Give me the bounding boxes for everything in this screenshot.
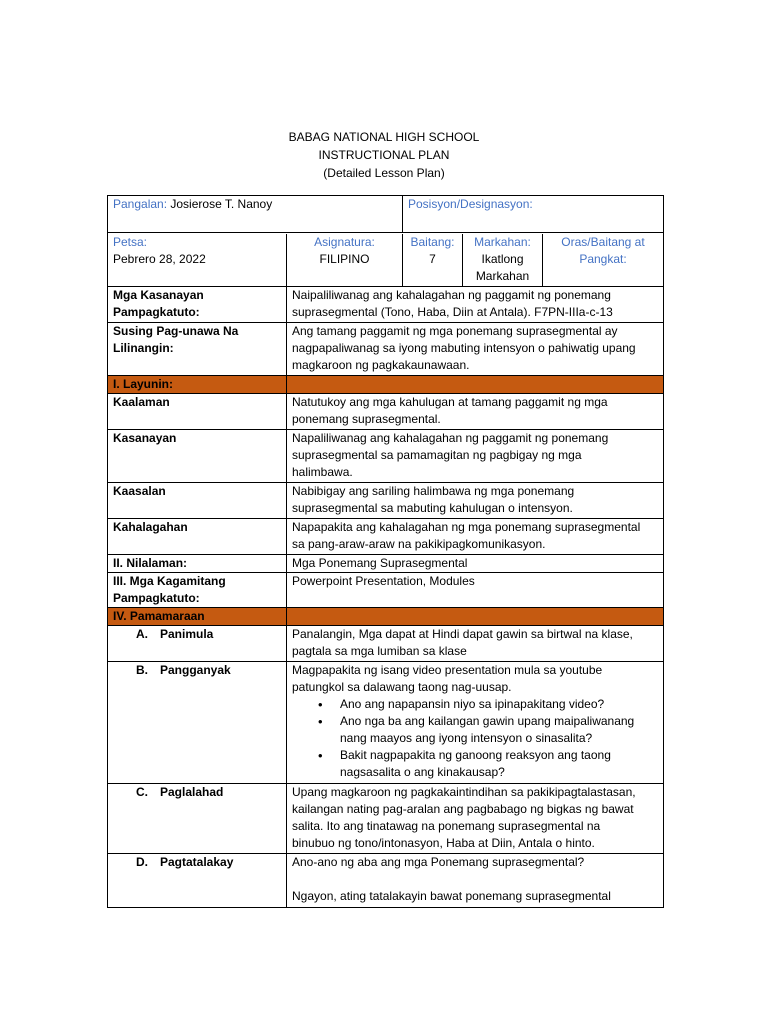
pangganyak-letter: B.: [136, 663, 148, 677]
susing-value-2: nagpapaliwanag sa iyong mabuting intensyon o pahiwatig upang: [292, 341, 636, 355]
baitang-cell: [402, 234, 462, 286]
kasanayan-label-1: Mga Kasanayan: [113, 288, 204, 302]
row-layunin-header: [108, 375, 663, 393]
kasanayan-label-2: Pampagkatuto:: [113, 305, 200, 319]
pangganyak-questions: [292, 696, 658, 781]
kasanayan2-value-1: Napaliliwanag ang kahalagahan ng paggamit ng ponemang: [292, 431, 609, 445]
baitang-value: 7: [429, 252, 436, 266]
pamamaraan-label: IV. Pamamaraan: [113, 609, 205, 623]
paglalahad-label: Paglalahad: [160, 785, 224, 799]
kaalaman-label: Kaalaman: [113, 395, 170, 409]
row-kahalagahan: [108, 518, 663, 554]
kahalagahan-value-1: Napapakita ang kahalagahan ng mga ponemang suprasegmental: [292, 520, 641, 534]
lesson-plan-table: [107, 195, 664, 908]
markahan-cell: [462, 234, 542, 286]
petsa-label: Petsa:: [113, 235, 148, 249]
pangganyak-value-1: Magpapakita ng isang video presentation mula sa youtube: [292, 663, 603, 677]
pangalan-value: Josierose T. Nanoy: [167, 197, 273, 211]
kahalagahan-label: Kahalagahan: [113, 520, 188, 534]
kaalaman-value-cell: [286, 394, 663, 429]
pagtatalakay-letter: D.: [136, 855, 148, 869]
petsa-value: Pebrero 28, 2022: [113, 252, 206, 266]
markahan-label: Markahan:: [474, 235, 531, 249]
pamamaraan-empty: [286, 608, 663, 625]
kahalagahan-value-cell: [286, 519, 663, 554]
oras-cell: [542, 234, 663, 286]
posisyon-cell: [402, 196, 663, 232]
kagamitan-label-cell: [108, 573, 286, 607]
kasanayan2-value-3: halimbawa.: [292, 465, 353, 479]
asignatura-cell: [286, 234, 402, 286]
row-pangganyak: [108, 661, 663, 783]
petsa-cell: [108, 234, 286, 286]
susing-value-1: Ang tamang paggamit ng mga ponemang suprasegmental ay: [292, 324, 618, 338]
kasanayan-value-1: Naipaliliwanag ang kahalagahan ng paggamit ng ponemang: [292, 288, 611, 302]
question-item: • Ano nga ba ang kailangan gawin upang maipaliwanang nang maayos ang iyong intensyon o sinasalita?: [340, 713, 658, 747]
paglalahad-label-cell: [108, 784, 286, 853]
row-kasanayan: [108, 429, 663, 482]
row-kasanayan-pampagkatuto: [108, 286, 663, 322]
row-kagamitan: [108, 572, 663, 607]
asignatura-label: Asignatura:: [314, 235, 375, 249]
pangalan-label: Pangalan:: [113, 197, 168, 211]
susing-label-1: Susing Pag-unawa Na: [113, 324, 239, 338]
paglalahad-value-1: Upang magkaroon ng pagkakaintindihan sa pakikipagtalastasan,: [292, 785, 636, 799]
paglalahad-value-3: salita. Ito ang tinatawag na ponemang suprasegmental na: [292, 819, 601, 833]
panimula-value-cell: [286, 626, 663, 661]
row-kaalaman: [108, 393, 663, 429]
paglalahad-value-cell: [286, 784, 663, 853]
pangganyak-value-cell: [286, 662, 663, 783]
row-susing-pag-unawa: [108, 322, 663, 375]
kasanayan-value-2: suprasegmental (Tono, Haba, Diin at Antala). F7PN-IIIa-c-13: [292, 305, 613, 319]
kagamitan-label-2: Pampagkatuto:: [113, 591, 200, 605]
pangganyak-value-2: patungkol sa dalawang taong nag-uusap.: [292, 680, 512, 694]
row-kaasalan: [108, 482, 663, 518]
pagtatalakay-label-cell: [108, 854, 286, 907]
kaalaman-value-1: Natutukoy ang mga kahulugan at tamang paggamit ng mga: [292, 395, 608, 409]
panimula-label: Panimula: [160, 627, 214, 641]
spacer: [292, 871, 658, 888]
kasanayan-label-cell: [108, 287, 286, 322]
row-pangalan: [108, 196, 663, 232]
kaasalan-label: Kaasalan: [113, 484, 166, 498]
paglalahad-letter: C.: [136, 785, 148, 799]
oras-label-2: Pangkat:: [579, 252, 627, 266]
panimula-value-1: Panalangin, Mga dapat at Hindi dapat gawin sa birtwal na klase,: [292, 627, 633, 641]
row-pamamaraan-header: [108, 607, 663, 625]
kahalagahan-value-2: sa pang-araw-araw na pakikipagkomunikasyon.: [292, 537, 546, 551]
paglalahad-value-2: kailangan nating pag-aralan ang pagbabago ng bigkas ng bawat: [292, 802, 634, 816]
school-name: BABAG NATIONAL HIGH SCHOOL: [288, 130, 480, 144]
kasanayan2-value-2: suprasegmental sa pamamagitan ng pagbigay ng mga: [292, 448, 582, 462]
plan-subtitle: (Detailed Lesson Plan): [323, 166, 445, 180]
asignatura-value: FILIPINO: [319, 252, 370, 266]
susing-value-3: magkaroon ng pagkakaunawaan.: [292, 358, 470, 372]
kasanayan2-label: Kasanayan: [113, 431, 177, 445]
posisyon-label: Posisyon/Designasyon:: [408, 197, 533, 211]
row-panimula: [108, 625, 663, 661]
document-header: [0, 128, 768, 182]
baitang-label: Baitang:: [410, 235, 455, 249]
pagtatalakay-label: Pagtatalakay: [160, 855, 234, 869]
nilalaman-label: II. Nilalaman:: [113, 556, 188, 570]
row-paglalahad: [108, 783, 663, 853]
kagamitan-label-1: III. Mga Kagamitang: [113, 574, 226, 588]
pangganyak-label: Pangganyak: [160, 663, 231, 677]
kaasalan-value-2: suprasegmental sa mabuting kahulugan o intensyon.: [292, 501, 573, 515]
pagtatalakay-value-cell: [286, 854, 663, 907]
panimula-label-cell: [108, 626, 286, 661]
susing-label-2: Lilinangin:: [113, 341, 174, 355]
row-nilalaman: [108, 554, 663, 572]
pangganyak-label-cell: [108, 662, 286, 783]
kasanayan-value-cell: [286, 287, 663, 322]
layunin-label: I. Layunin:: [113, 377, 173, 391]
row-petsa: [108, 232, 663, 286]
susing-value-cell: [286, 323, 663, 375]
paglalahad-value-4: binubuo ng tono/intonasyon, Haba at Diin, Antala o hinto.: [292, 836, 595, 850]
pagtatalakay-value-2: Ngayon, ating tatalakayin bawat ponemang suprasegmental: [292, 889, 611, 903]
question-item: • Bakit nagpapakita ng ganoong reaksyon ang taong nagsasalita o ang kinakausap?: [340, 747, 658, 781]
question-item: • Ano ang napapansin niyo sa ipinapakitang video?: [340, 696, 658, 713]
kagamitan-value: Powerpoint Presentation, Modules: [286, 573, 663, 607]
pangalan-cell: [108, 196, 402, 232]
plan-title: INSTRUCTIONAL PLAN: [318, 148, 450, 162]
nilalaman-value: Mga Ponemang Suprasegmental: [286, 555, 663, 572]
kasanayan2-value-cell: [286, 430, 663, 482]
susing-label-cell: [108, 323, 286, 375]
kaasalan-value-1: Nabibigay ang sariling halimbawa ng mga ponemang: [292, 484, 575, 498]
kaasalan-value-cell: [286, 483, 663, 518]
panimula-value-2: pagtala sa mga lumiban sa klase: [292, 644, 467, 658]
pagtatalakay-value-1: Ano-ano ng aba ang mga Ponemang suprasegmental?: [292, 855, 585, 869]
markahan-value-1: Ikatlong: [481, 252, 524, 266]
markahan-value-2: Markahan: [475, 269, 530, 283]
panimula-letter: A.: [136, 627, 148, 641]
oras-label-1: Oras/Baitang at: [561, 235, 645, 249]
layunin-empty: [286, 376, 663, 393]
kaalaman-value-2: ponemang suprasegmental.: [292, 412, 441, 426]
row-pagtatalakay: [108, 853, 663, 907]
